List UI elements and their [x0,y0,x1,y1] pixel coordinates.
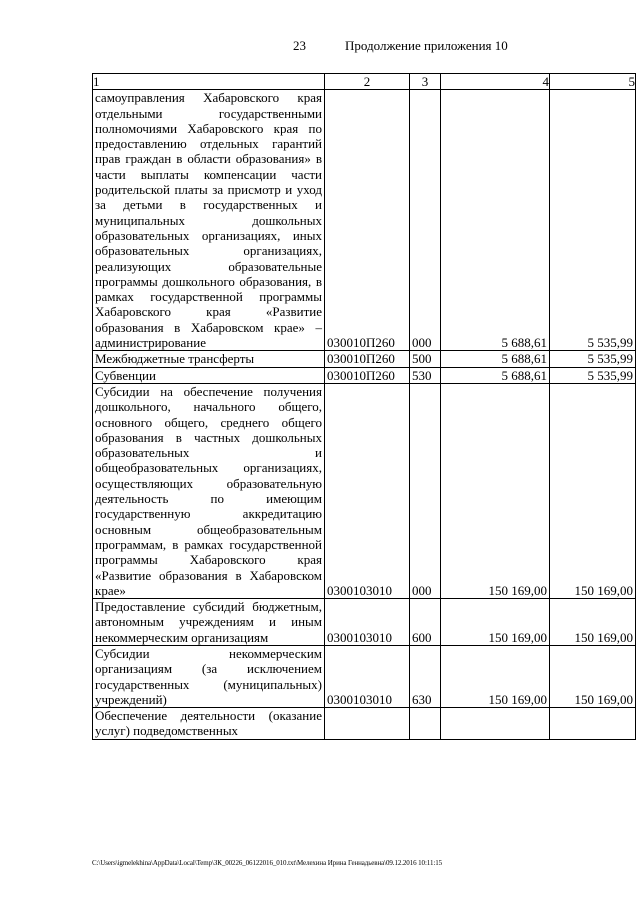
table-row [93,645,636,707]
amount-year-2: 150 169,00 [550,383,636,598]
table-row [93,599,636,646]
amount-year-2: 5 535,99 [550,351,636,367]
target-article-code [325,708,410,740]
row-description: Субсидии некоммерческим организациям (за исключением государственных (муниципальных) учреждений) [95,645,322,707]
expense-type-code: 000 [410,90,441,351]
amount-year-1: 5 688,61 [441,367,550,383]
expense-type-code: 500 [410,351,441,367]
column-header-5: 5 [550,74,636,90]
row-description: Обеспечение деятельности (оказание услуг) подведомственных [95,708,322,739]
target-article-code: 030010П260 [325,351,410,367]
amount-year-1: 5 688,61 [441,351,550,367]
expense-type-code: 630 [410,645,441,707]
column-number-row [93,74,636,90]
table-row [93,708,636,740]
amount-year-2: 5 535,99 [550,367,636,383]
target-article-code: 030010П260 [325,367,410,383]
table-row [93,383,636,598]
expense-type-code: 600 [410,599,441,646]
row-description: Субсидии на обеспечение получения дошкольного, начального общего, основного общего, среднего общего образования в частных дошкольных образовательных и общеобразовательных организациях, осуществляющих образовательную деятельность по имеющим государственную аккредитацию основным общеобразовательным программам, в рамках государственной программы Хабаровского края «Развитие образования в Хабаровском крае» [95,383,322,598]
expense-type-code [410,708,441,740]
amount-year-2 [550,708,636,740]
amount-year-1: 150 169,00 [441,645,550,707]
expense-type-code: 000 [410,383,441,598]
amount-year-2: 150 169,00 [550,645,636,707]
column-header-3: 3 [410,74,441,90]
target-article-code: 030010П260 [325,90,410,351]
table-row [93,367,636,383]
amount-year-1: 5 688,61 [441,90,550,351]
table-row [93,90,636,351]
row-description: Предоставление субсидий бюджетным, автономным учреждениям и иным некоммерческим организациям [95,599,322,645]
row-description: Субвенции [95,367,156,383]
column-header-2: 2 [325,74,410,90]
target-article-code: 0300103010 [325,383,410,598]
amount-year-1: 150 169,00 [441,599,550,646]
column-header-4: 4 [441,74,550,90]
target-article-code: 0300103010 [325,645,410,707]
budget-table [92,73,636,740]
expense-type-code: 530 [410,367,441,383]
file-path-footer: C:\Users\igmelekhina\AppData\Local\Temp\ЗК_00226_06122016_010.txt\Мелехина Ирина Геннадьевна\09.12.2016 10:11:15 [92,859,442,867]
amount-year-1 [441,708,550,740]
amount-year-1: 150 169,00 [441,383,550,598]
row-description: Межбюджетные трансферты [95,351,255,367]
row-description: самоуправления Хабаровского края отдельными государственными полномочиями Хабаровского края по предоставлению отдельных гарантий прав граждан в области образования» в части выплаты компенсации части родительской платы за присмотр и уход за детьми в государственных и муниципальных дошкольных образовательных организациях, иных образовательных организациях, реализующих образовательные программы дошкольного образования, в рамках государственной программы Хабаровского края «Развитие образования в Хабаровском крае» – администрирование [95,90,322,351]
amount-year-2: 5 535,99 [550,90,636,351]
table-row [93,351,636,367]
target-article-code: 0300103010 [325,599,410,646]
column-header-1: 1 [93,74,325,90]
amount-year-2: 150 169,00 [550,599,636,646]
appendix-continuation-title: Продолжение приложения 10 [345,38,508,53]
page-number: 23 [293,38,306,53]
